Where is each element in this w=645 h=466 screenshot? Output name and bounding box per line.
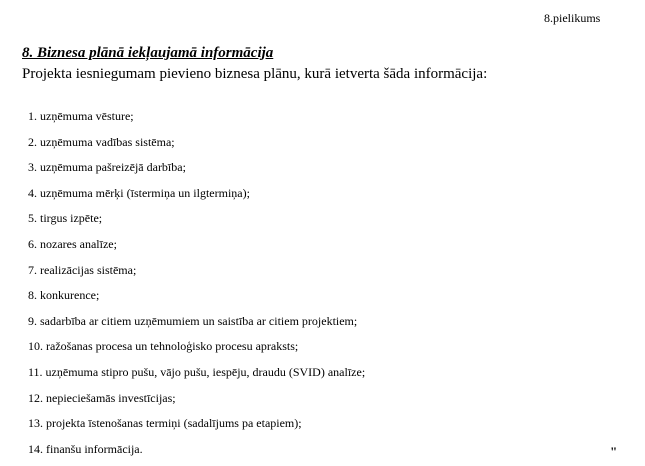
list-item: 3. uzņēmuma pašreizējā darbība; — [28, 160, 186, 175]
information-list — [28, 107, 365, 465]
list-item: 13. projekta īstenošanas termiņi (sadalījums pa etapiem); — [28, 416, 302, 431]
list-item: 5. tirgus izpēte; — [28, 211, 103, 226]
section-heading: 8. Biznesa plānā iekļaujamā informācija — [22, 45, 274, 61]
list-item: 7. realizācijas sistēma; — [28, 262, 137, 277]
list-item: 9. sadarbība ar citiem uzņēmumiem un saistība ar citiem projektiem; — [28, 313, 358, 328]
list-item: 12. nepieciešamās investīcijas; — [28, 390, 176, 405]
closing-quote-mark: " — [610, 444, 618, 459]
annex-label: 8.pielikums — [544, 11, 601, 25]
list-item: 2. uzņēmuma vadības sistēma; — [28, 134, 175, 149]
intro-paragraph: Projekta iesniegumam pievieno biznesa plānu, kurā ietverta šāda informācija: — [22, 66, 488, 82]
list-item: 11. uzņēmuma stipro pušu, vājo pušu, iespēju, draudu (SVID) analīze; — [28, 364, 366, 379]
list-item: 1. uzņēmuma vēsture; — [28, 109, 134, 123]
list-item: 14. finanšu informācija. — [28, 441, 143, 456]
list-item: 6. nozares analīze; — [28, 236, 117, 251]
list-item: 4. uzņēmuma mērķi (īstermiņa un ilgtermiņa); — [28, 185, 250, 200]
list-item: 8. konkurence; — [28, 288, 100, 303]
list-item: 10. ražošanas procesa un tehnoloģisko procesu apraksts; — [28, 339, 299, 354]
